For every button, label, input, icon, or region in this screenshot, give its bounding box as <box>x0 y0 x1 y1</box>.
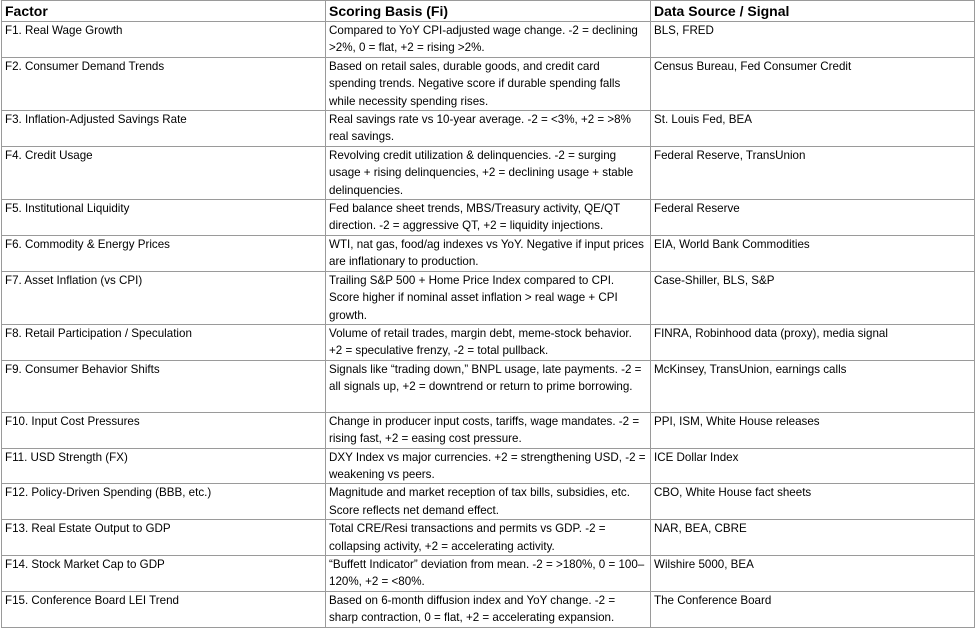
scoring-basis-cell: DXY Index vs major currencies. +2 = strengthening USD, -2 = weakening vs peers. <box>326 448 651 484</box>
table-row <box>2 324 975 360</box>
header-factor: Factor <box>2 1 326 22</box>
scoring-basis-cell: Trailing S&P 500 + Home Price Index compared to CPI. Score higher if nominal asset inflation > real wage + CPI growth. <box>326 271 651 324</box>
factor-cell: F6. Commodity & Energy Prices <box>2 235 326 271</box>
scoring-basis-cell: Volume of retail trades, margin debt, meme-stock behavior. +2 = speculative frenzy, -2 = total pullback. <box>326 324 651 360</box>
data-source-cell: PPI, ISM, White House releases <box>651 412 975 448</box>
data-source-cell: NAR, BEA, CBRE <box>651 520 975 556</box>
table-row <box>2 57 975 110</box>
table-row <box>2 235 975 271</box>
table-row <box>2 555 975 591</box>
table-row <box>2 412 975 448</box>
scoring-basis-cell: Based on 6-month diffusion index and YoY change. -2 = sharp contraction, 0 = flat, +2 = accelerating expansion. <box>326 591 651 627</box>
factor-cell: F10. Input Cost Pressures <box>2 412 326 448</box>
header-row <box>2 1 975 22</box>
table-row <box>2 111 975 147</box>
factor-cell: F15. Conference Board LEI Trend <box>2 591 326 627</box>
data-source-cell: Federal Reserve <box>651 200 975 236</box>
data-source-cell: BLS, FRED <box>651 22 975 58</box>
scoring-basis-cell: “Buffett Indicator” deviation from mean. -2 = >180%, 0 = 100–120%, +2 = <80%. <box>326 555 651 591</box>
factor-scoring-table <box>1 0 975 628</box>
scoring-basis-cell: Fed balance sheet trends, MBS/Treasury activity, QE/QT direction. -2 = aggressive QT, +2 = liquidity injections. <box>326 200 651 236</box>
data-source-cell: ICE Dollar Index <box>651 448 975 484</box>
table-row <box>2 448 975 484</box>
scoring-basis-cell: Based on retail sales, durable goods, and credit card spending trends. Negative score if durable spending falls while necessity spending rises. <box>326 57 651 110</box>
table-row <box>2 360 975 412</box>
scoring-basis-cell: Signals like “trading down,” BNPL usage, late payments. -2 = all signals up, +2 = downtrend or return to prime borrowing. <box>326 360 651 412</box>
header-data-source: Data Source / Signal <box>651 1 975 22</box>
data-source-cell: FINRA, Robinhood data (proxy), media signal <box>651 324 975 360</box>
scoring-basis-cell: Total CRE/Resi transactions and permits vs GDP. -2 = collapsing activity, +2 = accelerating activity. <box>326 520 651 556</box>
factor-cell: F7. Asset Inflation (vs CPI) <box>2 271 326 324</box>
scoring-basis-cell: Magnitude and market reception of tax bills, subsidies, etc. Score reflects net demand effect. <box>326 484 651 520</box>
factor-cell: F5. Institutional Liquidity <box>2 200 326 236</box>
factor-cell: F1. Real Wage Growth <box>2 22 326 58</box>
table-row <box>2 200 975 236</box>
header-scoring-basis: Scoring Basis (Fi) <box>326 1 651 22</box>
scoring-basis-cell: Revolving credit utilization & delinquencies. -2 = surging usage + rising delinquencies, +2 = declining usage + stable delinquencies. <box>326 146 651 199</box>
scoring-basis-cell: Change in producer input costs, tariffs, wage mandates. -2 = rising fast, +2 = easing cost pressure. <box>326 412 651 448</box>
factor-cell: F12. Policy-Driven Spending (BBB, etc.) <box>2 484 326 520</box>
factor-cell: F2. Consumer Demand Trends <box>2 57 326 110</box>
factor-cell: F11. USD Strength (FX) <box>2 448 326 484</box>
table-row <box>2 22 975 58</box>
factor-cell: F8. Retail Participation / Speculation <box>2 324 326 360</box>
factor-cell: F4. Credit Usage <box>2 146 326 199</box>
table-row <box>2 146 975 199</box>
factor-cell: F3. Inflation-Adjusted Savings Rate <box>2 111 326 147</box>
data-source-cell: McKinsey, TransUnion, earnings calls <box>651 360 975 412</box>
table-row <box>2 271 975 324</box>
table-row <box>2 484 975 520</box>
data-source-cell: Wilshire 5000, BEA <box>651 555 975 591</box>
factor-cell: F14. Stock Market Cap to GDP <box>2 555 326 591</box>
scoring-basis-cell: Compared to YoY CPI-adjusted wage change. -2 = declining >2%, 0 = flat, +2 = rising >2%. <box>326 22 651 58</box>
data-source-cell: EIA, World Bank Commodities <box>651 235 975 271</box>
scoring-basis-cell: Real savings rate vs 10-year average. -2 = <3%, +2 = >8% real savings. <box>326 111 651 147</box>
data-source-cell: Federal Reserve, TransUnion <box>651 146 975 199</box>
data-source-cell: Census Bureau, Fed Consumer Credit <box>651 57 975 110</box>
data-source-cell: Case-Shiller, BLS, S&P <box>651 271 975 324</box>
table-row <box>2 520 975 556</box>
data-source-cell: St. Louis Fed, BEA <box>651 111 975 147</box>
scoring-basis-cell: WTI, nat gas, food/ag indexes vs YoY. Negative if input prices are inflationary to production. <box>326 235 651 271</box>
data-source-cell: CBO, White House fact sheets <box>651 484 975 520</box>
data-source-cell: The Conference Board <box>651 591 975 627</box>
table-row <box>2 591 975 627</box>
factor-cell: F9. Consumer Behavior Shifts <box>2 360 326 412</box>
factor-cell: F13. Real Estate Output to GDP <box>2 520 326 556</box>
